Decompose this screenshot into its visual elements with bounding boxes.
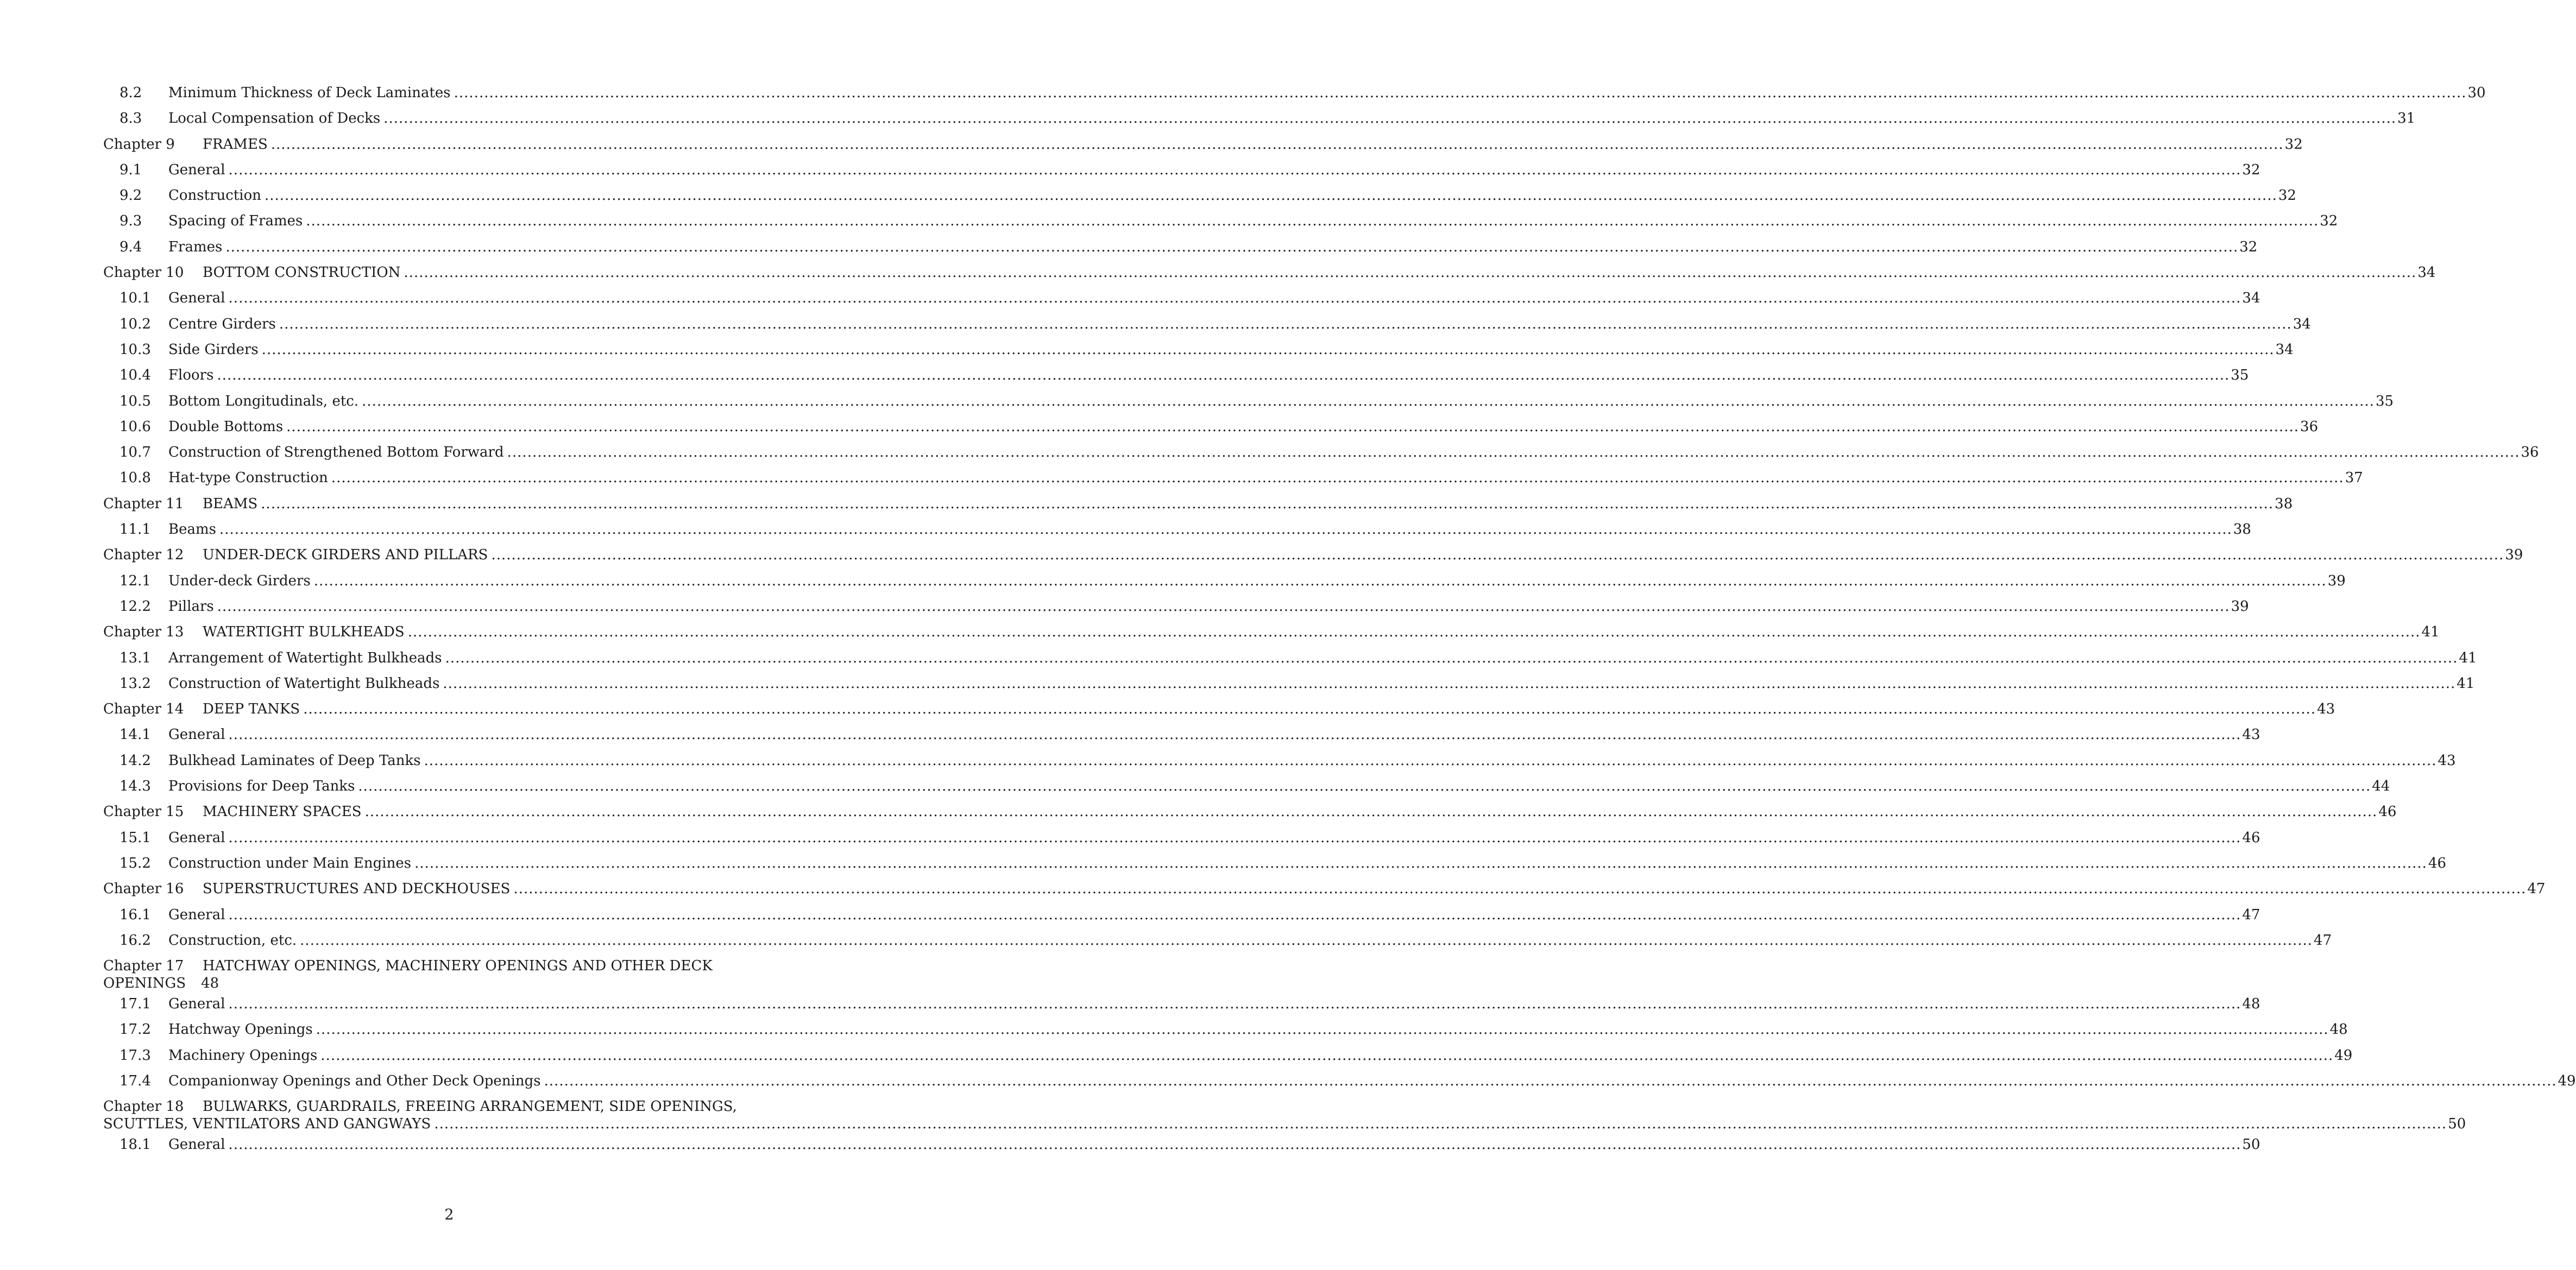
toc-section-entry[interactable]	[103, 1136, 2260, 1161]
toc-chapter-number: Chapter 10	[103, 264, 184, 281]
toc-section-title: Pillars	[168, 598, 214, 615]
toc-dot-leader: ................................................................................................................................................................................................................................................................................................................................................................................................................	[303, 701, 2316, 718]
toc-dot-leader: ................................................................................................................................................................................................................................................................................................................................................................................................................	[217, 367, 2230, 384]
toc-dot-leader: ................................................................................................................................................................................................................................................................................................................................................................................................................	[261, 495, 2274, 512]
toc-chapter-title: BULWARKS, GUARDRAILS, FREEING ARRANGEMENT, SIDE OPENINGS,	[203, 1098, 737, 1115]
toc-page-number: 34	[2417, 264, 2436, 281]
toc-dot-leader: ................................................................................................................................................................................................................................................................................................................................................................................................................	[228, 1136, 2241, 1153]
toc-section-entry[interactable]	[103, 752, 2456, 778]
toc-section-number: 10.2	[119, 315, 151, 332]
toc-section-number: 8.2	[119, 85, 142, 101]
toc-section-entry[interactable]	[103, 675, 2475, 700]
toc-section-title: Construction of Watertight Bulkheads	[168, 675, 440, 692]
toc-page-number: 32	[2284, 136, 2303, 153]
toc-dot-leader: ................................................................................................................................................................................................................................................................................................................................................................................................................	[261, 341, 2275, 358]
toc-chapter-title: SUPERSTRUCTURES AND DECKHOUSES	[203, 881, 511, 898]
toc-chapter-title: BOTTOM CONSTRUCTION	[203, 264, 401, 281]
toc-section-number: 10.3	[119, 341, 151, 358]
toc-section-entry[interactable]	[103, 829, 2260, 855]
toc-section-entry[interactable]	[103, 393, 2394, 418]
toc-page-number: 35	[2375, 393, 2394, 409]
toc-section-number: 15.1	[119, 829, 151, 846]
toc-dot-leader: ................................................................................................................................................................................................................................................................................................................................................................................................................	[228, 290, 2241, 307]
toc-page-number: 48	[2329, 1021, 2348, 1038]
toc-page-number: 32	[2242, 161, 2260, 178]
toc-page-number: 47	[2314, 932, 2332, 949]
toc-section-number: 14.2	[119, 752, 151, 769]
toc-dot-leader: ................................................................................................................................................................................................................................................................................................................................................................................................................	[544, 1072, 2557, 1089]
toc-page-number: 48	[201, 975, 219, 992]
toc-section-number: 9.2	[119, 187, 142, 204]
toc-chapter-entry[interactable]	[103, 1098, 2466, 1136]
toc-section-entry[interactable]	[103, 187, 2296, 212]
toc-section-number: 16.1	[119, 906, 151, 923]
toc-section-entry[interactable]	[103, 444, 2539, 469]
toc-dot-leader: ................................................................................................................................................................................................................................................................................................................................................................................................................	[424, 752, 2437, 769]
toc-dot-leader: ................................................................................................................................................................................................................................................................................................................................................................................................................	[443, 675, 2456, 692]
toc-section-title: General	[168, 161, 225, 178]
toc-page-number: 34	[2275, 341, 2294, 358]
toc-dot-leader: ................................................................................................................................................................................................................................................................................................................................................................................................................	[228, 161, 2241, 178]
toc-dot-leader: ................................................................................................................................................................................................................................................................................................................................................................................................................	[362, 393, 2375, 409]
toc-section-entry[interactable]	[103, 572, 2346, 598]
toc-section-number: 16.2	[119, 932, 151, 949]
toc-dot-leader: ................................................................................................................................................................................................................................................................................................................................................................................................................	[313, 572, 2327, 589]
toc-section-number: 10.1	[119, 290, 151, 307]
toc-dot-leader: ................................................................................................................................................................................................................................................................................................................................................................................................................	[445, 649, 2458, 666]
toc-page-number: 32	[2278, 187, 2296, 204]
toc-page-number: 50	[2448, 1116, 2466, 1133]
toc-section-number: 10.8	[119, 470, 151, 486]
toc-dot-leader: ................................................................................................................................................................................................................................................................................................................................................................................................................	[414, 855, 2427, 871]
toc-section-number: 9.4	[119, 238, 142, 255]
page-number: 2	[444, 1206, 454, 1223]
toc-section-title: General	[168, 290, 225, 307]
toc-page-number: 48	[2242, 996, 2260, 1013]
toc-section-number: 10.4	[119, 367, 151, 384]
toc-dot-leader: ................................................................................................................................................................................................................................................................................................................................................................................................................	[383, 110, 2397, 127]
toc-section-number: 13.1	[119, 649, 151, 666]
toc-entry-line	[103, 1115, 2466, 1133]
toc-chapter-number: Chapter 9	[103, 136, 175, 153]
toc-section-title: Construction of Strengthened Bottom Forward	[168, 444, 504, 461]
toc-page-number: 43	[2438, 752, 2456, 769]
toc-chapter-entry[interactable]	[103, 700, 2335, 726]
toc-dot-leader: ................................................................................................................................................................................................................................................................................................................................................................................................................	[358, 778, 2371, 795]
toc-dot-leader: ................................................................................................................................................................................................................................................................................................................................................................................................................	[513, 881, 2527, 898]
toc-section-title: Frames	[168, 238, 223, 255]
toc-section-title: Floors	[168, 367, 214, 384]
toc-section-number: 17.1	[119, 996, 151, 1013]
toc-chapter-entry[interactable]	[103, 495, 2293, 521]
toc-section-title: Bulkhead Laminates of Deep Tanks	[168, 752, 421, 769]
toc-dot-leader: ................................................................................................................................................................................................................................................................................................................................................................................................................	[434, 1116, 2447, 1133]
toc-page-number: 44	[2372, 778, 2390, 795]
toc-dot-leader: ................................................................................................................................................................................................................................................................................................................................................................................................................	[228, 996, 2241, 1013]
toc-section-title: Local Compensation of Decks	[168, 110, 381, 127]
toc-section-title: General	[168, 906, 225, 923]
table-of-contents	[103, 84, 2576, 1162]
toc-page-number: 41	[2421, 624, 2440, 641]
toc-section-title: Under-deck Girders	[168, 572, 311, 589]
toc-chapter-entry[interactable]	[103, 803, 2397, 829]
toc-section-entry[interactable]	[103, 932, 2332, 957]
toc-page-number: 36	[2300, 418, 2319, 435]
toc-page-number: 37	[2345, 470, 2363, 486]
toc-dot-leader: ................................................................................................................................................................................................................................................................................................................................................................................................................	[270, 136, 2284, 153]
toc-page-number: 39	[2231, 598, 2249, 615]
toc-section-number: 14.1	[119, 726, 151, 743]
toc-section-entry[interactable]	[103, 1047, 2353, 1072]
toc-dot-leader: ................................................................................................................................................................................................................................................................................................................................................................................................................	[228, 726, 2241, 743]
toc-section-title: Minimum Thickness of Deck Laminates	[168, 85, 451, 101]
toc-section-number: 9.1	[119, 161, 142, 178]
toc-chapter-entry[interactable]	[103, 623, 2440, 649]
toc-chapter-title: UNDER-DECK GIRDERS AND PILLARS	[203, 547, 488, 564]
toc-section-number: 13.2	[119, 675, 151, 692]
toc-section-entry[interactable]	[103, 238, 2258, 264]
toc-section-entry[interactable]	[103, 1021, 2348, 1046]
toc-dot-leader: ................................................................................................................................................................................................................................................................................................................................................................................................................	[286, 418, 2300, 435]
toc-dot-leader: ................................................................................................................................................................................................................................................................................................................................................................................................................	[264, 187, 2277, 204]
toc-section-entry[interactable]	[103, 212, 2338, 238]
toc-section-entry[interactable]	[103, 778, 2390, 803]
toc-section-title: General	[168, 829, 225, 846]
toc-section-title: Construction	[168, 187, 261, 204]
toc-page-number: 46	[2378, 804, 2397, 820]
toc-dot-leader: ................................................................................................................................................................................................................................................................................................................................................................................................................	[225, 238, 2239, 255]
toc-chapter-entry[interactable]	[103, 264, 2436, 289]
toc-section-title: Side Girders	[168, 341, 259, 358]
toc-entry-line	[103, 975, 816, 992]
toc-chapter-number: Chapter 14	[103, 701, 184, 718]
toc-section-entry[interactable]	[103, 598, 2249, 623]
toc-dot-leader: ................................................................................................................................................................................................................................................................................................................................................................................................................	[320, 1047, 2334, 1064]
toc-section-number: 17.3	[119, 1047, 151, 1064]
toc-section-title: General	[168, 726, 225, 743]
toc-chapter-number: Chapter 18	[103, 1098, 184, 1115]
toc-page-number: 43	[2317, 701, 2335, 718]
toc-section-number: 15.2	[119, 855, 151, 871]
toc-chapter-title: BEAMS	[203, 495, 258, 512]
toc-page-number: 43	[2242, 726, 2260, 743]
toc-chapter-title-continued: OPENINGS	[103, 975, 186, 992]
toc-section-number: 8.3	[119, 110, 142, 127]
toc-section-entry[interactable]	[103, 315, 2311, 341]
toc-page-number: 34	[2242, 290, 2260, 307]
toc-page-number: 39	[2327, 572, 2346, 589]
toc-section-title: Companionway Openings and Other Deck Openings	[168, 1072, 541, 1089]
toc-page-number: 49	[2334, 1047, 2353, 1064]
toc-section-number: 12.2	[119, 598, 151, 615]
toc-page-number: 47	[2242, 906, 2260, 923]
toc-section-title: Centre Girders	[168, 315, 276, 332]
toc-page-number: 38	[2233, 521, 2251, 538]
toc-chapter-number: Chapter 16	[103, 881, 184, 898]
toc-section-title: Machinery Openings	[168, 1047, 318, 1064]
toc-section-entry[interactable]	[103, 906, 2260, 932]
toc-page-number: 38	[2275, 495, 2293, 512]
toc-chapter-title: DEEP TANKS	[203, 701, 300, 718]
toc-section-title: Construction, etc.	[168, 932, 297, 949]
toc-page-number: 47	[2527, 881, 2546, 898]
toc-dot-leader: ................................................................................................................................................................................................................................................................................................................................................................................................................	[491, 547, 2504, 564]
toc-page-number: 49	[2558, 1072, 2576, 1089]
toc-dot-leader: ................................................................................................................................................................................................................................................................................................................................................................................................................	[507, 444, 2520, 461]
toc-section-number: 10.5	[119, 393, 151, 409]
toc-chapter-title: MACHINERY SPACES	[203, 804, 362, 820]
toc-section-title: Bottom Longitudinals, etc.	[168, 393, 359, 409]
toc-section-entry[interactable]	[103, 161, 2260, 187]
toc-chapter-entry[interactable]	[103, 880, 2546, 906]
toc-chapter-number: Chapter 11	[103, 495, 184, 512]
toc-section-entry[interactable]	[103, 110, 2416, 135]
toc-section-title: Hat-type Construction	[168, 470, 328, 486]
toc-chapter-number: Chapter 17	[103, 958, 184, 975]
toc-section-title: General	[168, 1136, 225, 1153]
toc-section-number: 14.3	[119, 778, 151, 795]
toc-section-entry[interactable]	[103, 418, 2319, 444]
toc-section-number: 9.3	[119, 213, 142, 230]
toc-section-entry[interactable]	[103, 84, 2486, 110]
toc-section-entry[interactable]	[103, 469, 2363, 495]
toc-section-title: Arrangement of Watertight Bulkheads	[168, 649, 442, 666]
toc-section-entry[interactable]	[103, 367, 2249, 392]
toc-chapter-title: FRAMES	[203, 136, 268, 153]
toc-section-entry[interactable]	[103, 649, 2477, 675]
toc-page-number: 50	[2242, 1136, 2260, 1153]
toc-section-title: Double Bottoms	[168, 418, 284, 435]
toc-chapter-number: Chapter 12	[103, 547, 184, 564]
toc-dot-leader: ................................................................................................................................................................................................................................................................................................................................................................................................................	[407, 624, 2421, 641]
toc-dot-leader: ................................................................................................................................................................................................................................................................................................................................................................................................................	[316, 1021, 2329, 1038]
toc-page-number: 35	[2231, 367, 2249, 384]
toc-section-entry[interactable]	[103, 855, 2447, 880]
toc-page-number: 41	[2459, 649, 2477, 666]
toc-dot-leader: ................................................................................................................................................................................................................................................................................................................................................................................................................	[306, 213, 2319, 230]
toc-dot-leader: ................................................................................................................................................................................................................................................................................................................................................................................................................	[228, 829, 2241, 846]
toc-dot-leader: ................................................................................................................................................................................................................................................................................................................................................................................................................	[454, 85, 2467, 101]
toc-page-number: 36	[2521, 444, 2539, 461]
toc-section-number: 10.7	[119, 444, 151, 461]
toc-section-entry[interactable]	[103, 726, 2260, 751]
toc-chapter-title-continued: SCUTTLES, VENTILATORS AND GANGWAYS	[103, 1116, 431, 1133]
toc-section-entry[interactable]	[103, 289, 2260, 315]
toc-page-number: 32	[2239, 238, 2258, 255]
toc-page-number: 32	[2320, 213, 2338, 230]
toc-section-number: 18.1	[119, 1136, 151, 1153]
toc-section-entry[interactable]	[103, 995, 2260, 1021]
toc-section-number: 17.4	[119, 1072, 151, 1089]
toc-chapter-title: WATERTIGHT BULKHEADS	[203, 624, 405, 641]
toc-page-number: 46	[2242, 829, 2260, 846]
toc-page-number: 41	[2457, 675, 2475, 692]
toc-section-number: 12.1	[119, 572, 151, 589]
toc-chapter-entry[interactable]	[103, 957, 816, 995]
toc-entry-line	[103, 1098, 816, 1115]
toc-page-number: 46	[2428, 855, 2447, 871]
toc-section-title: Spacing of Frames	[168, 213, 303, 230]
toc-page-number: 34	[2292, 315, 2311, 332]
toc-page-number: 31	[2397, 110, 2416, 127]
toc-page-number: 39	[2505, 547, 2523, 564]
toc-section-title: General	[168, 996, 225, 1013]
toc-dot-leader: ................................................................................................................................................................................................................................................................................................................................................................................................................	[300, 932, 2313, 949]
toc-page-number: 30	[2467, 85, 2486, 101]
toc-chapter-entry[interactable]	[103, 546, 2523, 572]
toc-entry-line	[103, 957, 816, 975]
toc-chapter-number: Chapter 13	[103, 624, 184, 641]
toc-chapter-entry[interactable]	[103, 136, 2303, 161]
toc-section-title: Construction under Main Engines	[168, 855, 412, 871]
toc-dot-leader: ................................................................................................................................................................................................................................................................................................................................................................................................................	[331, 470, 2344, 486]
toc-chapter-number: Chapter 15	[103, 804, 184, 820]
toc-section-number: 11.1	[119, 521, 151, 538]
toc-section-title: Hatchway Openings	[168, 1021, 313, 1038]
toc-section-entry[interactable]	[103, 341, 2294, 367]
toc-dot-leader: ................................................................................................................................................................................................................................................................................................................................................................................................................	[364, 804, 2378, 820]
toc-section-number: 10.6	[119, 418, 151, 435]
toc-section-number: 17.2	[119, 1021, 151, 1038]
toc-dot-leader: ................................................................................................................................................................................................................................................................................................................................................................................................................	[279, 315, 2292, 332]
toc-dot-leader: ................................................................................................................................................................................................................................................................................................................................................................................................................	[228, 906, 2241, 923]
toc-chapter-title: HATCHWAY OPENINGS, MACHINERY OPENINGS AND OTHER DECK	[203, 958, 713, 975]
toc-dot-leader: ................................................................................................................................................................................................................................................................................................................................................................................................................	[404, 264, 2417, 281]
toc-section-entry[interactable]	[103, 521, 2251, 546]
toc-section-entry[interactable]	[103, 1072, 2576, 1098]
toc-dot-leader: ................................................................................................................................................................................................................................................................................................................................................................................................................	[219, 521, 2232, 538]
toc-dot-leader: ................................................................................................................................................................................................................................................................................................................................................................................................................	[217, 598, 2230, 615]
toc-section-title: Provisions for Deep Tanks	[168, 778, 355, 795]
toc-section-title: Beams	[168, 521, 216, 538]
